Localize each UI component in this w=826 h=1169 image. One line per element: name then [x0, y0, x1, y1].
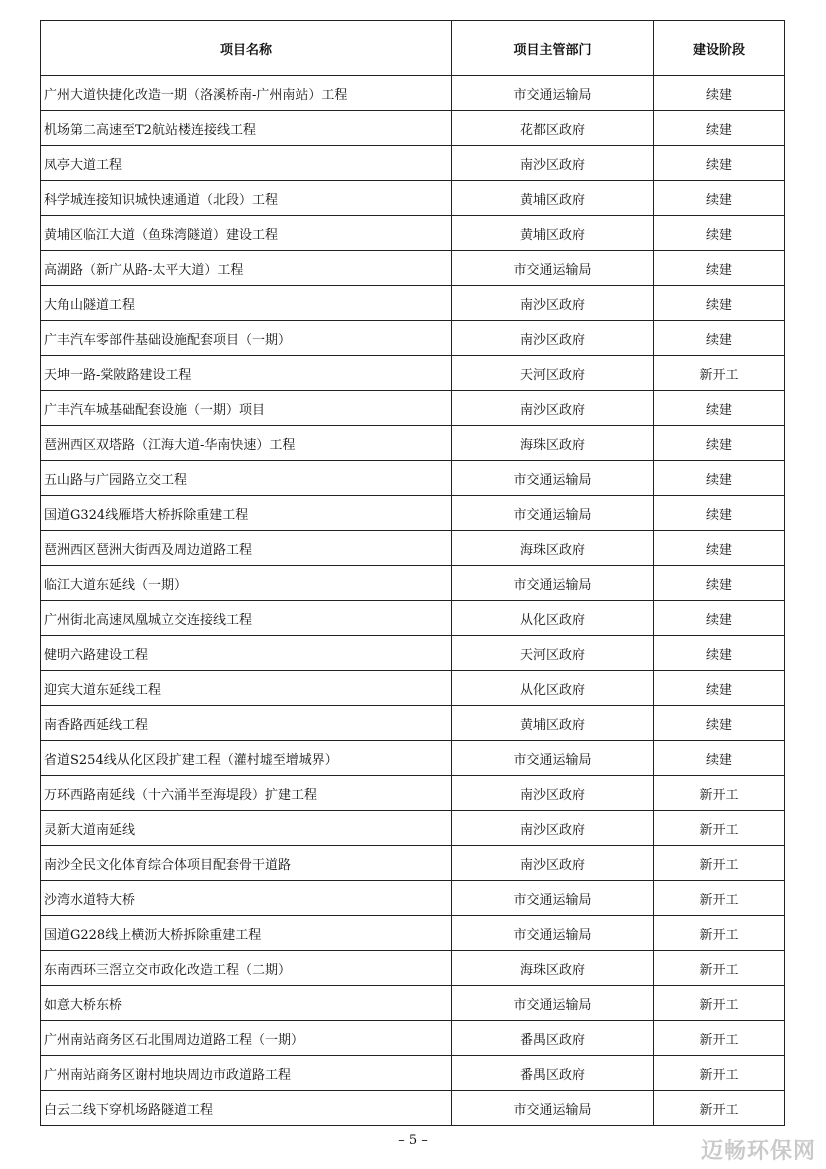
project-name-cell: 健明六路建设工程: [41, 636, 452, 671]
table-row: [41, 286, 785, 321]
department-cell: 黄埔区政府: [452, 216, 654, 251]
department-cell: 海珠区政府: [452, 951, 654, 986]
department-cell: 番禺区政府: [452, 1021, 654, 1056]
department-cell: 花都区政府: [452, 111, 654, 146]
project-name-cell: 五山路与广园路立交工程: [41, 461, 452, 496]
header-stage: 建设阶段: [654, 21, 785, 76]
table-header-row: [41, 21, 785, 76]
department-cell: 海珠区政府: [452, 426, 654, 461]
department-cell: 市交通运输局: [452, 461, 654, 496]
department-cell: 从化区政府: [452, 671, 654, 706]
department-cell: 市交通运输局: [452, 496, 654, 531]
stage-cell: 续建: [654, 706, 785, 741]
header-department: 项目主管部门: [452, 21, 654, 76]
stage-cell: 续建: [654, 76, 785, 111]
stage-cell: 新开工: [654, 916, 785, 951]
stage-cell: 续建: [654, 251, 785, 286]
stage-cell: 续建: [654, 216, 785, 251]
stage-cell: 新开工: [654, 881, 785, 916]
table-row: [41, 846, 785, 881]
table-row: [41, 111, 785, 146]
department-cell: 市交通运输局: [452, 76, 654, 111]
watermark-logo: 迈畅环保网: [700, 1139, 816, 1164]
table-row: [41, 356, 785, 391]
department-cell: 南沙区政府: [452, 811, 654, 846]
project-name-cell: 南沙全民文化体育综合体项目配套骨干道路: [41, 846, 452, 881]
stage-cell: 续建: [654, 146, 785, 181]
project-name-cell: 广州南站商务区谢村地块周边市政道路工程: [41, 1056, 452, 1091]
stage-cell: 续建: [654, 181, 785, 216]
project-name-cell: 广丰汽车城基础配套设施（一期）项目: [41, 391, 452, 426]
project-name-cell: 国道G228线上横沥大桥拆除重建工程: [41, 916, 452, 951]
department-cell: 市交通运输局: [452, 566, 654, 601]
department-cell: 南沙区政府: [452, 776, 654, 811]
project-name-cell: 广州大道快捷化改造一期（洛溪桥南-广州南站）工程: [41, 76, 452, 111]
stage-cell: 续建: [654, 566, 785, 601]
table-row: [41, 741, 785, 776]
table-row: [41, 321, 785, 356]
table-row: [41, 426, 785, 461]
stage-cell: 续建: [654, 426, 785, 461]
project-name-cell: 如意大桥东桥: [41, 986, 452, 1021]
project-name-cell: 沙湾水道特大桥: [41, 881, 452, 916]
department-cell: 黄埔区政府: [452, 181, 654, 216]
stage-cell: 新开工: [654, 1021, 785, 1056]
department-cell: 南沙区政府: [452, 321, 654, 356]
table-row: [41, 986, 785, 1021]
table-row: [41, 76, 785, 111]
stage-cell: 续建: [654, 671, 785, 706]
project-name-cell: 琶洲西区琶洲大街西及周边道路工程: [41, 531, 452, 566]
stage-cell: 续建: [654, 286, 785, 321]
project-table: [40, 20, 785, 1126]
table-row: [41, 391, 785, 426]
department-cell: 市交通运输局: [452, 916, 654, 951]
department-cell: 从化区政府: [452, 601, 654, 636]
department-cell: 天河区政府: [452, 636, 654, 671]
project-name-cell: 灵新大道南延线: [41, 811, 452, 846]
table-row: [41, 951, 785, 986]
department-cell: 市交通运输局: [452, 881, 654, 916]
stage-cell: 续建: [654, 111, 785, 146]
stage-cell: 续建: [654, 321, 785, 356]
department-cell: 南沙区政府: [452, 146, 654, 181]
project-name-cell: 东南西环三滘立交市政化改造工程（二期）: [41, 951, 452, 986]
table-row: [41, 181, 785, 216]
department-cell: 市交通运输局: [452, 1091, 654, 1126]
project-name-cell: 省道S254线从化区段扩建工程（灌村墟至增城界）: [41, 741, 452, 776]
project-name-cell: 天坤一路-棠陂路建设工程: [41, 356, 452, 391]
stage-cell: 新开工: [654, 846, 785, 881]
stage-cell: 续建: [654, 741, 785, 776]
table-row: [41, 566, 785, 601]
table-row: [41, 1056, 785, 1091]
table-body: [41, 76, 785, 1126]
department-cell: 黄埔区政府: [452, 706, 654, 741]
project-name-cell: 广州南站商务区石北围周边道路工程（一期）: [41, 1021, 452, 1056]
stage-cell: 新开工: [654, 1091, 785, 1126]
table-row: [41, 1021, 785, 1056]
table-row: [41, 671, 785, 706]
department-cell: 市交通运输局: [452, 986, 654, 1021]
table-row: [41, 636, 785, 671]
project-name-cell: 机场第二高速至T2航站楼连接线工程: [41, 111, 452, 146]
table-row: [41, 531, 785, 566]
project-name-cell: 国道G324线雁塔大桥拆除重建工程: [41, 496, 452, 531]
project-name-cell: 科学城连接知识城快速通道（北段）工程: [41, 181, 452, 216]
stage-cell: 续建: [654, 601, 785, 636]
department-cell: 天河区政府: [452, 356, 654, 391]
stage-cell: 新开工: [654, 1056, 785, 1091]
stage-cell: 续建: [654, 531, 785, 566]
stage-cell: 续建: [654, 461, 785, 496]
stage-cell: 新开工: [654, 776, 785, 811]
project-name-cell: 高湖路（新广从路-太平大道）工程: [41, 251, 452, 286]
table-row: [41, 216, 785, 251]
project-name-cell: 凤亭大道工程: [41, 146, 452, 181]
project-name-cell: 黄埔区临江大道（鱼珠湾隧道）建设工程: [41, 216, 452, 251]
table-row: [41, 251, 785, 286]
table-row: [41, 146, 785, 181]
stage-cell: 新开工: [654, 951, 785, 986]
stage-cell: 新开工: [654, 356, 785, 391]
project-name-cell: 万环西路南延线（十六涌半至海堤段）扩建工程: [41, 776, 452, 811]
stage-cell: 新开工: [654, 811, 785, 846]
project-name-cell: 广丰汽车零部件基础设施配套项目（一期）: [41, 321, 452, 356]
project-name-cell: 南香路西延线工程: [41, 706, 452, 741]
project-name-cell: 广州街北高速凤凰城立交连接线工程: [41, 601, 452, 636]
project-name-cell: 白云二线下穿机场路隧道工程: [41, 1091, 452, 1126]
department-cell: 海珠区政府: [452, 531, 654, 566]
table-row: [41, 881, 785, 916]
project-name-cell: 琶洲西区双塔路（江海大道-华南快速）工程: [41, 426, 452, 461]
stage-cell: 新开工: [654, 986, 785, 1021]
table-row: [41, 496, 785, 531]
department-cell: 市交通运输局: [452, 741, 654, 776]
table-row: [41, 461, 785, 496]
project-name-cell: 临江大道东延线（一期）: [41, 566, 452, 601]
table-row: [41, 776, 785, 811]
department-cell: 南沙区政府: [452, 391, 654, 426]
department-cell: 南沙区政府: [452, 286, 654, 321]
project-name-cell: 大角山隧道工程: [41, 286, 452, 321]
table-row: [41, 601, 785, 636]
table-row: [41, 811, 785, 846]
stage-cell: 续建: [654, 391, 785, 426]
table-row: [41, 916, 785, 951]
table-row: [41, 1091, 785, 1126]
department-cell: 市交通运输局: [452, 251, 654, 286]
stage-cell: 续建: [654, 636, 785, 671]
table-row: [41, 706, 785, 741]
department-cell: 番禺区政府: [452, 1056, 654, 1091]
page-number: – 5 –: [398, 1133, 428, 1148]
stage-cell: 续建: [654, 496, 785, 531]
header-project-name: 项目名称: [41, 21, 452, 76]
project-name-cell: 迎宾大道东延线工程: [41, 671, 452, 706]
department-cell: 南沙区政府: [452, 846, 654, 881]
